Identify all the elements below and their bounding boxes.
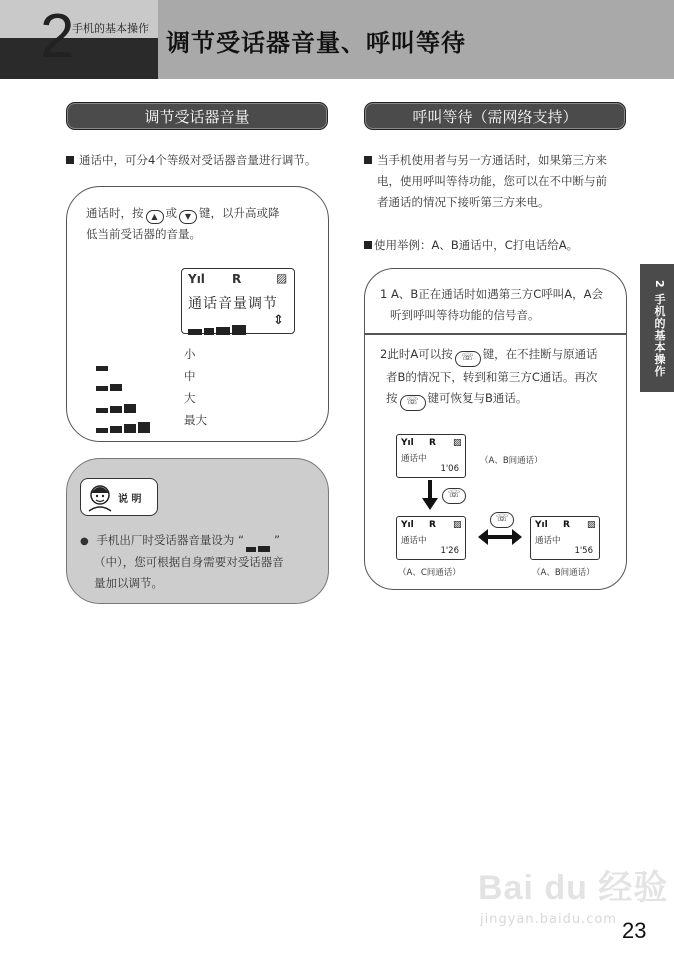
bullet-dot: ●	[80, 536, 89, 547]
chapter-number: 2	[40, 2, 75, 71]
roaming-icon: R	[429, 438, 436, 448]
send-key-icon: ☏	[442, 488, 466, 504]
send-key-icon: ☏	[400, 395, 426, 411]
side-tab-label: 2 手机的基本操作	[653, 280, 666, 378]
roaming-icon: R	[429, 520, 436, 530]
signal-icon: Yıl	[535, 520, 548, 530]
screen-ab-2: Yıl R ▨ 通话中 1'56	[530, 516, 600, 560]
step-2-text: 2此时A可以按 ☏ 键，在不挂断与原通话 者B的情况下，转到和第三方C通话。再次 按 ☏ 键可恢复与B通话。	[380, 344, 620, 411]
bullet-square	[364, 156, 372, 164]
signal-icon: Yıl	[401, 438, 414, 448]
call-waiting-intro: 当手机使用者与另一方通话时，如果第三方来 电，使用呼叫等待功能，您可以在不中断与前 者通话的情况下接听第三方来电。	[364, 150, 644, 213]
signal-icon: Yıl	[401, 520, 414, 530]
battery-icon: ▨	[453, 438, 462, 448]
volume-intro: 通话中，可分4个等级对受话器音量进行调节。	[66, 150, 356, 171]
level-label-small: 小	[184, 347, 196, 361]
send-key-icon: ☏	[490, 512, 514, 528]
note-text: ● 手机出厂时受话器音量设为 “ ” （中），您可根据自身需要对受话器音 量加以调节。	[80, 533, 284, 590]
header-dark-strip	[0, 38, 158, 79]
screen-ac: Yıl R ▨ 通话中 1'26	[396, 516, 466, 560]
updown-arrows-icon: ⇕	[273, 313, 284, 328]
level-bars-2	[96, 372, 124, 391]
bullet-square	[364, 241, 372, 249]
battery-icon: ▨	[587, 520, 596, 530]
volume-down-key-icon: ▼	[179, 210, 197, 224]
page-title: 调节受话器音量、呼叫等待	[166, 29, 466, 57]
step-divider	[365, 333, 626, 335]
roaming-icon: R	[563, 520, 570, 530]
battery-icon: ▨	[276, 271, 288, 285]
level-bars-3	[96, 394, 138, 413]
note-character-icon	[84, 481, 116, 513]
bullet-square	[66, 156, 74, 164]
battery-icon: ▨	[453, 520, 462, 530]
level-label-large: 大	[184, 391, 196, 405]
watermark-logo: Bai du 经验	[478, 869, 669, 907]
example-text: 使用举例：A、B通话中，C打电话给A。	[364, 235, 644, 256]
level-label-max: 最大	[184, 413, 207, 427]
caption-ab-1: （A、B间通话）	[480, 456, 543, 466]
chapter-label: 手机的基本操作	[72, 22, 149, 35]
lcd-volume-bars	[188, 316, 248, 335]
page-number: 23	[622, 918, 647, 943]
note-badge-label: 说 明	[118, 494, 142, 505]
caption-ac: （A、C间通话）	[398, 568, 461, 578]
lcd-text: 通话音量调节	[188, 296, 278, 312]
volume-lcd-screen	[181, 268, 295, 334]
volume-up-key-icon: ▲	[146, 210, 164, 224]
note-badge	[80, 478, 158, 516]
level-bars-4	[96, 414, 152, 433]
roaming-icon: R	[232, 272, 242, 286]
section-title-volume: 调节受话器音量	[66, 102, 328, 130]
caption-ab-2: （A、B间通话）	[532, 568, 595, 578]
section-title-call-waiting: 呼叫等待（需网络支持）	[364, 102, 626, 130]
swap-arrows-icon	[478, 528, 522, 546]
signal-icon: Yıl	[188, 272, 205, 286]
volume-panel-text: 通话时，按 ▲ 或 ▼ 键，以升高或降 低当前受话器的音量。	[86, 206, 280, 241]
step-1-text: 1 A、B正在通话时如遇第三方C呼叫A，A会 听到呼叫等待功能的信号音。	[380, 287, 603, 322]
level-label-medium: 中	[184, 369, 196, 383]
screen-ab-1: Yıl R ▨ 通话中 1'06	[396, 434, 466, 478]
send-key-icon: ☏	[455, 351, 481, 367]
chapter-side-tab	[640, 264, 674, 392]
down-arrow-head	[422, 498, 438, 510]
watermark-url: jingyan.baidu.com	[480, 912, 617, 927]
level-bars-1	[96, 352, 110, 371]
